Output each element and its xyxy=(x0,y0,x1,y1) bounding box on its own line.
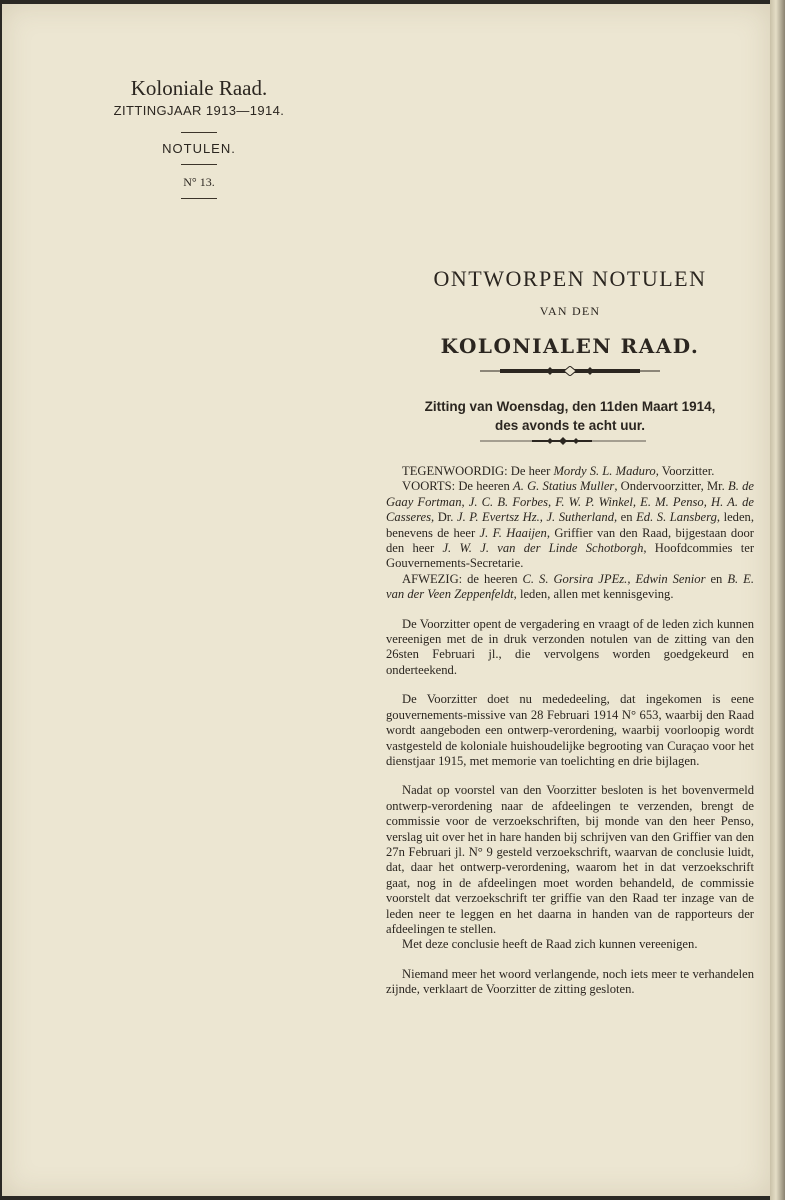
members-tail: , leden, benevens de heer xyxy=(386,510,754,540)
president-name: Mordy S. L. Maduro xyxy=(553,464,656,478)
sitting-date: Zitting van Woensdag, den 11den Maart 1914, xyxy=(424,399,716,414)
dr-text: Dr. xyxy=(434,510,457,525)
paragraph-agreement: Met deze conclusie heeft de Raad zich kunnen vereenigen. xyxy=(402,937,698,952)
vice-president-name: A. G. Statius Muller xyxy=(513,479,615,494)
president-role: , Voorzitter. xyxy=(655,464,715,478)
sitting-line xyxy=(384,397,756,435)
left-column xyxy=(82,76,316,199)
absent-names-1: C. S. Gorsira JPEz., Edwin Senior xyxy=(522,571,706,586)
sitting-time: des avonds te acht uur. xyxy=(494,418,646,433)
divider xyxy=(181,132,217,133)
ornament-rule xyxy=(480,366,660,376)
issue-number: N° 13. xyxy=(183,175,215,189)
council-title: Koloniale Raad. xyxy=(130,76,268,100)
and-text: en xyxy=(617,510,637,525)
paragraph-petition: Nadat op voorstel van den Voorzitter besloten is het bovenvermeld ontwerp-verordening naar de afdeelingen te verzenden, brengt de commissie voor de verzoekschriften, bij monde van den heer Penso, verslag uit over het in hare handen bij schrijven van den Griffier van den 27n Februari jl. N° 9 gesteld verzoekschrift, waarvan de conclusie luidt, dat, daar het ontwerp-verordening, waarom het in dat verzoekschrift gaat, nog in de afdeelingen moet worden behandeld, de commissie voorstelt dat verzoekschrift ter griffie van den Raad ter inzage van de leden neer te leggen en het daarna in handen van de rapporteurs der afdeelingen te stellen. xyxy=(386,783,754,936)
present-label: TEGENWOORDIG: De heer xyxy=(402,464,554,478)
attendance-present xyxy=(386,464,754,479)
heading-kolonialen-raad: KOLONIALEN RAAD. xyxy=(440,334,700,358)
paragraph-missive: De Voorzitter doet nu mededeeling, dat ingekomen is eene gouvernements-missive van 28 Februari 1914 N° 653, waarbij den Raad wordt aangeboden een ontwerp-verordening, waarbij voorloopig wordt vastgesteld de koloniale huishoudelijke begrooting van Curaçao voor het dienstjaar 1915, met memorie van toelichting en drie bijlagen. xyxy=(386,692,754,768)
members-list-1: B. de Gaay Fortman, J. C. B. Forbes, F. W. P. Winkel, E. M. Penso, H. A. de Casseres, xyxy=(386,479,754,525)
vice-president-role: , Ondervoorzitter, Mr. xyxy=(614,479,729,494)
divider xyxy=(181,198,217,199)
absent-label: AFWEZIG: de heeren xyxy=(402,571,523,586)
clerk-name: J. F. Haaijen xyxy=(479,525,547,540)
paragraph-opening: De Voorzitter opent de vergadering en vraagt of de leden zich kunnen vereenigen met de in druk verzonden notulen van de zitting van den 26sten Februari jl., die vervolgens worden goedgekeurd en onderteekend. xyxy=(386,616,754,677)
clerk-role: , Griffier van den Raad, bijgestaan door den heer xyxy=(386,525,754,556)
assistant-role: , Hoofdcommies ter Gouvernements-Secretarie. xyxy=(386,541,755,571)
session-year: ZITTINGJAAR 1913—1914. xyxy=(113,103,285,118)
document-page xyxy=(2,4,770,1196)
member-last: Ed. S. Lansberg xyxy=(636,510,717,525)
notulen-label: NOTULEN. xyxy=(162,141,236,156)
attendance-absent xyxy=(386,572,754,603)
paragraph-closing: Niemand meer het woord verlangende, noch iets meer te verhandelen zijnde, verklaart de Voorzitter de zitting gesloten. xyxy=(386,966,754,997)
heading-ontworpen-notulen: ONTWORPEN NOTULEN xyxy=(433,266,707,291)
further-label: VOORTS: De heeren xyxy=(402,479,514,494)
book-spine xyxy=(770,0,785,1200)
attendance-further xyxy=(386,479,754,571)
minutes-body xyxy=(386,464,754,998)
members-list-2: J. P. Evertsz Hz., J. Sutherland, xyxy=(456,510,618,525)
absent-tail: , leden, allen met kennisgeving. xyxy=(513,587,674,602)
heading-van-den: VAN DEN xyxy=(539,304,601,318)
divider xyxy=(181,164,217,165)
assistant-name: J. W. J. van der Linde Schotborgh xyxy=(442,541,644,556)
absent-and: en xyxy=(705,571,728,586)
absent-names-2: B. E. van der Veen Zeppenfeldt xyxy=(386,571,754,602)
ornament-rule-small xyxy=(480,437,646,445)
